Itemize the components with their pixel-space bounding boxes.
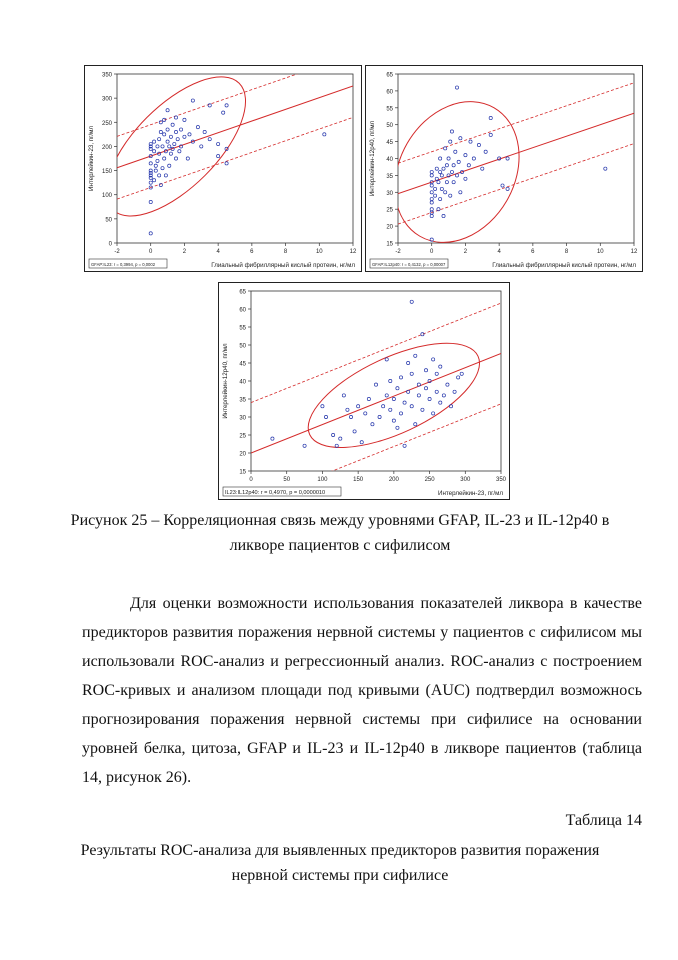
upper-prediction-line <box>251 303 501 403</box>
x-axis-label: Глиальный фибриллярный кислый протеин, нг/мл <box>211 262 355 269</box>
stats-text: GFAP:IL12p40: r = 0,4132, p = 0,00007 <box>372 262 446 267</box>
data-point <box>450 130 453 133</box>
data-point <box>149 162 152 165</box>
data-point <box>149 232 152 235</box>
y-tick-label: 35 <box>386 173 393 180</box>
data-point <box>439 365 442 368</box>
y-tick-label: 60 <box>239 307 246 314</box>
x-tick-label: 6 <box>531 249 535 255</box>
data-point <box>152 140 155 143</box>
data-point <box>196 126 199 129</box>
y-axis-label: Интерлейкин-12p40, пг/мл <box>369 120 376 197</box>
data-point <box>437 181 440 184</box>
data-point <box>403 444 406 447</box>
data-point <box>169 152 172 155</box>
lower-prediction-line <box>251 404 501 499</box>
data-point <box>444 191 447 194</box>
confidence-ellipse <box>85 66 268 239</box>
data-point <box>171 123 174 126</box>
y-tick-label: 100 <box>101 193 112 200</box>
x-tick-label: 100 <box>317 477 328 483</box>
data-point <box>174 157 177 160</box>
data-point <box>454 150 457 153</box>
data-point <box>459 191 462 194</box>
x-tick-label: 50 <box>283 477 291 483</box>
data-point <box>168 145 171 148</box>
data-point <box>323 133 326 136</box>
data-point <box>484 150 487 153</box>
data-point <box>203 130 206 133</box>
data-point <box>179 128 182 131</box>
y-tick-label: 50 <box>105 217 112 224</box>
data-point <box>439 401 442 404</box>
x-tick-label: 8 <box>564 249 569 255</box>
data-point <box>271 437 274 440</box>
data-point <box>339 437 342 440</box>
upper-prediction-line <box>398 83 634 163</box>
data-point <box>324 415 327 418</box>
data-point <box>449 194 452 197</box>
data-point <box>410 372 413 375</box>
data-point <box>442 167 445 170</box>
data-point <box>392 419 395 422</box>
y-tick-label: 0 <box>108 241 112 248</box>
data-point <box>200 145 203 148</box>
x-tick-label: 10 <box>315 249 323 255</box>
data-point <box>149 181 152 184</box>
y-tick-label: 35 <box>239 397 246 404</box>
data-point <box>439 197 442 200</box>
data-point <box>439 157 442 160</box>
x-tick-label: 0 <box>430 249 434 255</box>
x-tick-label: 2 <box>182 249 187 255</box>
y-tick-label: 20 <box>239 451 246 458</box>
data-point <box>421 408 424 411</box>
data-point <box>460 372 463 375</box>
data-point <box>417 394 420 397</box>
data-point <box>604 167 607 170</box>
y-tick-label: 55 <box>239 325 246 332</box>
data-point <box>357 405 360 408</box>
data-point <box>430 191 433 194</box>
data-point <box>439 170 442 173</box>
data-point <box>178 150 181 153</box>
data-point <box>186 157 189 160</box>
data-point <box>464 177 467 180</box>
data-point <box>346 408 349 411</box>
table-title <box>60 838 620 888</box>
data-point <box>432 358 435 361</box>
data-point <box>360 441 363 444</box>
data-point <box>166 140 169 143</box>
y-tick-label: 40 <box>239 379 246 386</box>
data-point <box>389 379 392 382</box>
data-point <box>208 104 211 107</box>
data-point <box>501 184 504 187</box>
x-tick-label: 350 <box>495 477 507 483</box>
data-point <box>435 167 438 170</box>
x-tick-label: 6 <box>250 249 254 255</box>
data-point <box>349 415 352 418</box>
y-tick-label: 45 <box>386 140 393 147</box>
data-point <box>403 401 406 404</box>
data-point <box>477 143 480 146</box>
data-point <box>410 405 413 408</box>
data-point <box>158 174 161 177</box>
data-point <box>449 140 452 143</box>
data-point <box>392 397 395 400</box>
data-point <box>152 179 155 182</box>
y-axis-label: Интерлейкин-23, пг/мл <box>88 126 95 191</box>
data-point <box>440 187 443 190</box>
data-point <box>469 140 472 143</box>
data-point <box>442 394 445 397</box>
plot-content <box>251 300 501 499</box>
y-tick-label: 65 <box>239 289 246 296</box>
data-point <box>445 181 448 184</box>
data-point <box>371 423 374 426</box>
data-point <box>432 412 435 415</box>
data-point <box>374 383 377 386</box>
x-tick-label: 12 <box>630 249 638 255</box>
data-point <box>489 133 492 136</box>
data-point <box>367 397 370 400</box>
data-point <box>183 118 186 121</box>
data-point <box>399 376 402 379</box>
data-point <box>447 157 450 160</box>
data-point <box>222 111 225 114</box>
y-tick-label: 200 <box>101 144 112 151</box>
data-point <box>410 300 413 303</box>
y-tick-label: 40 <box>386 157 393 163</box>
data-point <box>424 369 427 372</box>
data-point <box>430 174 433 177</box>
y-tick-label: 20 <box>386 224 393 231</box>
y-tick-label: 15 <box>239 469 246 476</box>
data-point <box>430 208 433 211</box>
data-point <box>396 426 399 429</box>
y-tick-label: 150 <box>101 169 112 176</box>
data-point <box>378 415 381 418</box>
data-point <box>430 170 433 173</box>
data-point <box>164 174 167 177</box>
data-point <box>407 361 410 364</box>
data-point <box>332 433 335 436</box>
chart-gfap-il23 <box>84 65 362 272</box>
data-point <box>481 167 484 170</box>
data-point <box>506 157 509 160</box>
data-point <box>158 138 161 141</box>
data-point <box>168 164 171 167</box>
regression-line <box>251 353 501 453</box>
data-point <box>414 423 417 426</box>
data-point <box>154 164 157 167</box>
chart-gfap-il12p40-svg <box>366 66 642 271</box>
data-point <box>191 99 194 102</box>
x-tick-label: 200 <box>388 477 399 483</box>
data-point <box>433 187 436 190</box>
data-point <box>472 157 475 160</box>
data-point <box>188 133 191 136</box>
data-point <box>442 214 445 217</box>
table-label: Таблица 14 <box>565 812 642 829</box>
table-title-line1: Результаты ROC-анализа для выявленных предикторов развития поражения <box>80 842 600 859</box>
data-point <box>321 405 324 408</box>
data-point <box>385 394 388 397</box>
stats-text: IL23:IL12p40: r = 0,4970, p = 0,0000010 <box>225 490 326 496</box>
data-point <box>430 201 433 204</box>
data-point <box>163 157 166 160</box>
data-point <box>424 387 427 390</box>
x-tick-label: 2 <box>463 249 468 255</box>
data-point <box>161 167 164 170</box>
data-point <box>156 145 159 148</box>
data-point <box>444 147 447 150</box>
data-point <box>303 444 306 447</box>
data-point <box>217 142 220 145</box>
data-point <box>457 160 460 163</box>
data-point <box>166 128 169 131</box>
data-point <box>445 164 448 167</box>
data-point <box>169 135 172 138</box>
y-tick-label: 60 <box>386 89 393 96</box>
x-tick-label: 0 <box>249 477 253 483</box>
x-tick-label: 10 <box>596 249 604 255</box>
y-tick-label: 65 <box>386 72 393 79</box>
data-point <box>152 150 155 153</box>
y-axis-label: Интерлейкин-12p40, пг/мл <box>222 343 229 419</box>
data-point <box>364 412 367 415</box>
data-point <box>435 390 438 393</box>
data-point <box>430 184 433 187</box>
y-tick-label: 50 <box>386 123 393 130</box>
plot-content <box>85 66 353 239</box>
plot-area <box>251 291 501 471</box>
data-point <box>435 177 438 180</box>
data-point <box>176 138 179 141</box>
data-point <box>183 135 186 138</box>
chart-il23-il12p40-svg <box>219 283 509 499</box>
y-tick-label: 250 <box>101 120 112 127</box>
data-point <box>173 142 176 145</box>
data-point <box>208 138 211 141</box>
stats-text: GFAP:IL23: r = 0,3994, p = 0,0002 <box>91 262 156 267</box>
x-tick-label: -2 <box>395 249 401 255</box>
data-point <box>506 187 509 190</box>
y-tick-label: 30 <box>386 190 393 197</box>
chart-il23-il12p40 <box>218 282 510 500</box>
data-point <box>457 376 460 379</box>
data-point <box>428 397 431 400</box>
x-tick-label: 4 <box>497 249 501 255</box>
data-point <box>161 145 164 148</box>
x-tick-label: 300 <box>460 477 471 483</box>
data-point <box>452 181 455 184</box>
y-tick-label: 30 <box>239 415 246 422</box>
data-point <box>467 164 470 167</box>
data-point <box>459 137 462 140</box>
plot-area <box>117 74 353 243</box>
data-point <box>159 130 162 133</box>
confidence-ellipse <box>370 79 544 265</box>
data-point <box>225 162 228 165</box>
data-point <box>414 354 417 357</box>
x-axis-label: Интерлейкин-23, пг/мл <box>438 490 503 497</box>
x-tick-label: -2 <box>114 249 120 255</box>
data-point <box>455 174 458 177</box>
chart-gfap-il12p40 <box>365 65 643 272</box>
figure-caption <box>60 508 620 558</box>
data-point <box>453 390 456 393</box>
figure-caption-line1: Рисунок 25 – Корреляционная связь между уровнями GFAP, IL-23 и IL-12p40 в <box>70 512 610 529</box>
data-point <box>455 86 458 89</box>
y-tick-label: 350 <box>101 72 112 79</box>
data-point <box>163 133 166 136</box>
y-tick-label: 15 <box>386 241 393 248</box>
data-point <box>452 164 455 167</box>
data-point <box>389 408 392 411</box>
data-point <box>382 405 385 408</box>
data-point <box>440 174 443 177</box>
data-point <box>385 358 388 361</box>
plot-area <box>398 74 634 243</box>
x-tick-label: 12 <box>349 249 357 255</box>
data-point <box>166 109 169 112</box>
table-title-line2: нервной системы при сифилисе <box>231 867 449 884</box>
data-point <box>217 154 220 157</box>
x-tick-label: 8 <box>283 249 288 255</box>
data-point <box>446 383 449 386</box>
data-point <box>430 197 433 200</box>
x-tick-label: 0 <box>149 249 153 255</box>
chart-gfap-il23-svg <box>85 66 361 271</box>
data-point <box>489 116 492 119</box>
x-tick-label: 250 <box>424 477 435 483</box>
data-point <box>353 430 356 433</box>
y-tick-label: 50 <box>239 343 246 350</box>
y-tick-label: 300 <box>101 96 112 103</box>
data-point <box>396 387 399 390</box>
figure-caption-line2: ликворе пациентов с сифилисом <box>229 537 451 554</box>
data-point <box>464 154 467 157</box>
data-point <box>156 159 159 162</box>
data-point <box>225 104 228 107</box>
data-point <box>399 412 402 415</box>
x-tick-label: 150 <box>353 477 364 483</box>
y-tick-label: 25 <box>386 207 393 214</box>
data-point <box>435 372 438 375</box>
y-tick-label: 25 <box>239 433 246 440</box>
data-point <box>342 394 345 397</box>
body-paragraph-text: Для оценки возможности использования показателей ликвора в качестве предикторов развития поражения нервной системы у пациентов с сифилисом мы использовали ROC-анализ и регрессионный анализ. ROC-анализ с построением ROC-кривых и анализом площади под кривыми (AUC) подтвердил возможнось прогнозирования поражения нервной системы при сифилисе на основании уровней белка, цитоза, GFAP и IL-23 и IL-12p40 в ликворе пациентов (таблица 14, рисунок 26). <box>82 595 642 786</box>
data-point <box>174 130 177 133</box>
x-axis-label: Глиальный фибриллярный кислый протеин, нг/мл <box>492 262 636 269</box>
confidence-ellipse <box>294 322 494 469</box>
data-point <box>450 170 453 173</box>
data-point <box>430 214 433 217</box>
plot-content <box>370 79 634 265</box>
y-tick-label: 55 <box>386 106 393 113</box>
data-point <box>335 444 338 447</box>
body-paragraph <box>82 589 642 792</box>
data-point <box>154 169 157 172</box>
x-tick-label: 4 <box>216 249 220 255</box>
y-tick-label: 45 <box>239 361 246 368</box>
data-point <box>433 194 436 197</box>
upper-prediction-line <box>117 66 353 136</box>
data-point <box>149 200 152 203</box>
